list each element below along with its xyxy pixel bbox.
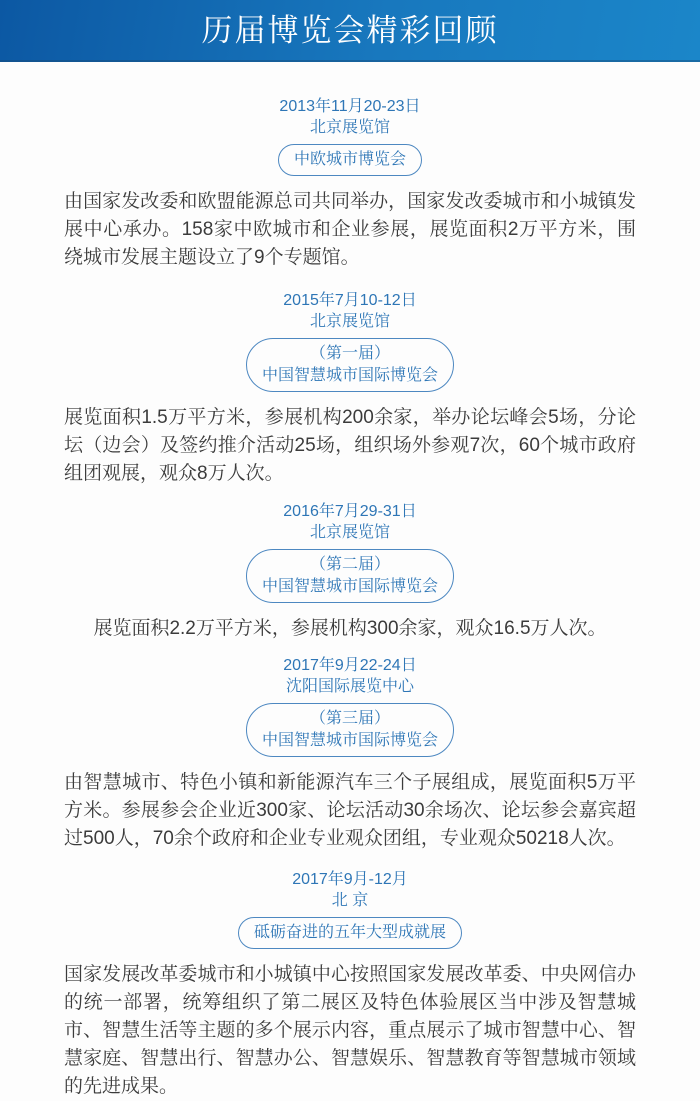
badge-line: （第二届） <box>309 556 390 573</box>
badge-line: 砥砺奋进的五年大型成就展 <box>253 924 446 941</box>
expo-section-2017-achievement <box>64 869 636 1101</box>
badge-line: 中国智慧城市国际博览会 <box>261 578 438 595</box>
event-badge <box>238 917 462 949</box>
event-description: 由国家发改委和欧盟能源总司共同举办，国家发改委城市和小城镇发展中心承办。158家中欧城市和企业参展，展览面积2万平方米，围绕城市发展主题设立了9个专题馆。 <box>64 191 636 268</box>
event-badge <box>246 703 454 757</box>
badge-line: 中国智慧城市国际博览会 <box>261 732 438 749</box>
badge-line: 中国智慧城市国际博览会 <box>261 367 438 384</box>
badge-line: （第一届） <box>309 345 390 362</box>
page-title: 历届博览会精彩回顾 <box>201 12 499 48</box>
event-venue: 北 京 <box>331 892 369 909</box>
badge-line: （第三届） <box>309 710 390 727</box>
event-date: 2016年7月29-31日 <box>283 503 417 520</box>
expo-section-2017-expo <box>64 655 636 853</box>
event-venue: 沈阳国际展览中心 <box>285 678 414 695</box>
event-description: 国家发展改革委城市和小城镇中心按照国家发展改革委、中央网信办的统一部署，统筹组织了第二展区及特色体验展区当中涉及智慧城市、智慧生活等主题的多个展示内容，重点展示了城市智慧中心、智慧家庭、智慧出行、智慧办公、智慧娱乐、智慧教育等智慧城市领域的先进成果。 <box>64 964 636 1097</box>
content-area <box>0 96 700 1101</box>
header-banner <box>0 0 700 62</box>
badge-line: 中欧城市博览会 <box>293 151 406 168</box>
event-badge <box>278 144 422 176</box>
event-badge <box>246 549 454 603</box>
event-venue: 北京展览馆 <box>309 313 390 330</box>
event-badge-row <box>64 338 636 392</box>
expo-section-2016 <box>64 501 636 643</box>
event-badge-row <box>64 144 636 176</box>
event-description: 展览面积1.5万平方米，参展机构200余家，举办论坛峰会5场，分论坛（边会）及签约推介活动25场，组织场外参观7次，60个城市政府组团观展，观众8万人次。 <box>64 407 636 484</box>
event-date: 2017年9月-12月 <box>292 871 408 888</box>
expo-section-2015 <box>64 290 636 488</box>
event-badge <box>246 338 454 392</box>
event-date: 2013年11月20-23日 <box>279 98 421 115</box>
event-badge-row <box>64 703 636 757</box>
event-date: 2017年9月22-24日 <box>283 657 417 674</box>
event-venue: 北京展览馆 <box>309 119 390 136</box>
event-date: 2015年7月10-12日 <box>283 292 417 309</box>
event-venue: 北京展览馆 <box>309 524 390 541</box>
event-badge-row <box>64 549 636 603</box>
event-description: 由智慧城市、特色小镇和新能源汽车三个子展组成，展览面积5万平方米。参展参会企业近300家、论坛活动30余场次、论坛参会嘉宾超过500人，70余个政府和企业专业观众团组，专业观众50218人次。 <box>64 772 636 849</box>
event-badge-row <box>64 917 636 949</box>
event-description: 展览面积2.2万平方米，参展机构300余家，观众16.5万人次。 <box>93 618 607 639</box>
expo-section-2013 <box>64 96 636 272</box>
